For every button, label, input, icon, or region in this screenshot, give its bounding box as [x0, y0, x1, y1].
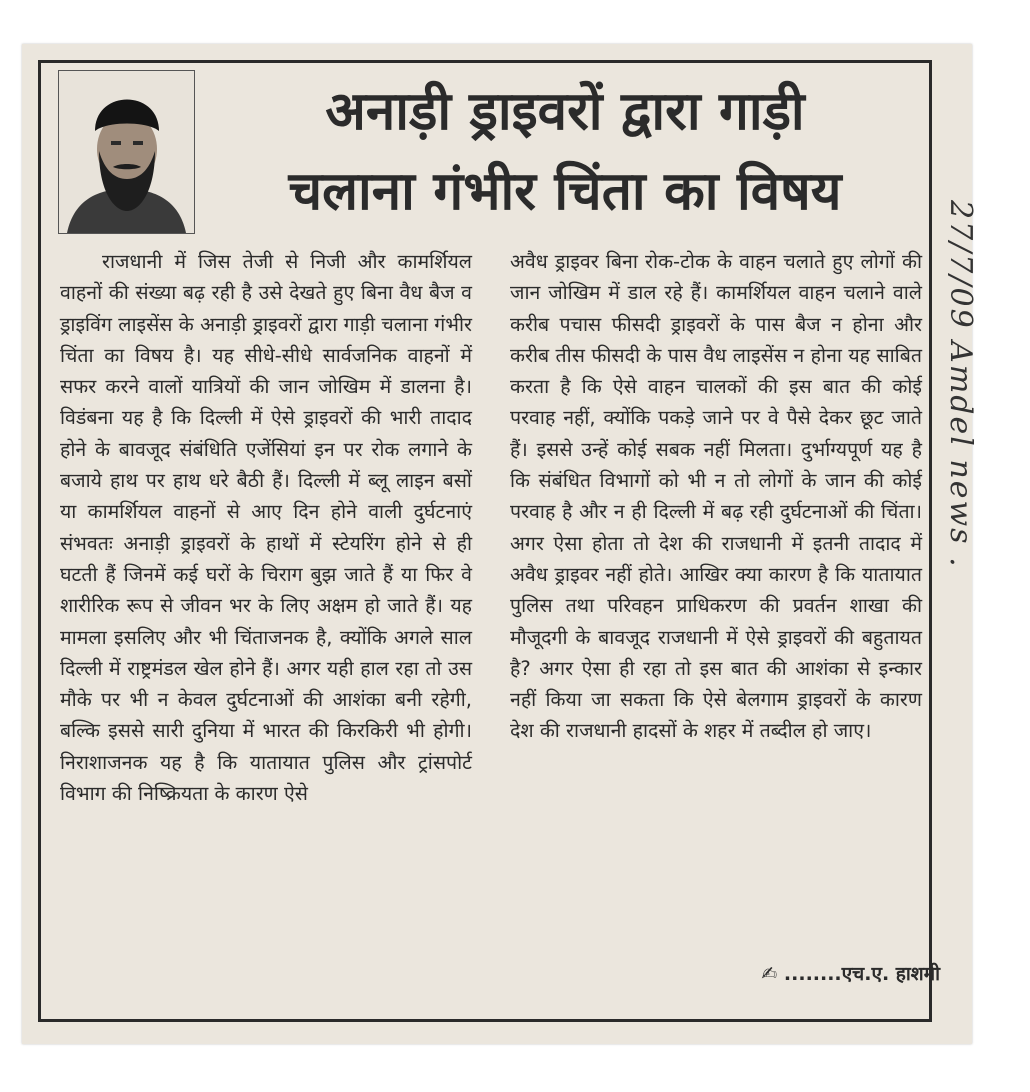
article-column-right: अवैध ड्राइवर बिना रोक-टोक के वाहन चलाते हुए लोगों की जान जोखिम में डाल रहे हैं। कामर्शियल वाहन चलाने वाले करीब पचास फीसदी ड्राइवरों के पास बैज न होना और करीब तीस फीसदी के पास वैध लाइसेंस न होना यह साबित करता है कि ऐसे वाहन चालकों की इस बात की कोई परवाह नहीं, क्योंकि पकड़े जाने पर वे पैसे देकर छूट जाते हैं। इससे उन्हें कोई सबक नहीं मिलता। दुर्भाग्यपूर्ण यह है कि संबंधित विभागों को भी न तो लोगों के जान की कोई परवाह है और न ही दिल्ली में बढ़ रही दुर्घटनाओं की चिंता। अगर ऐसा होता तो देश की राजधानी में इतनी तादाद में अवैध ड्राइवर नहीं होते। आखिर क्या कारण है कि यातायात पुलिस तथा परिवहन प्राधिकरण की प्रवर्तन शाखा की मौजूदगी के बावजूद राजधानी में ऐसे ड्राइवरों की बहुतायत है? अगर ऐसा ही रहा तो इस बात की आशंका से इन्कार नहीं किया जा सकता कि ऐसे बेलगाम ड्राइवरों के कारण देश की राजधानी हादसों के शहर में तब्दील हो जाए।	[510, 250, 922, 743]
headline	[200, 72, 930, 232]
handwritten-date-note: 27/7/09 Amdel news .	[943, 200, 978, 569]
headline-line-2: चलाना गंभीर चिंता का विषय	[288, 161, 842, 222]
headline-line-1: अनाड़ी ड्राइवरों द्वारा गाड़ी	[325, 81, 805, 142]
author-byline: ✍ ........एच.ए. हाशमी	[761, 963, 940, 985]
author-photo	[58, 70, 195, 234]
article-column-left: राजधानी में जिस तेजी से निजी और कामर्शियल वाहनों की संख्या बढ़ रही है उसे देखते हुए बिना वैध बैज व ड्राइविंग लाइसेंस के अनाड़ी ड्राइवरों द्वारा गाड़ी चलाना गंभीर चिंता का विषय है। यह सीधे-सीधे सार्वजनिक वाहनों में सफर करने वालों यात्रियों की जान जोखिम में डालना है। विडंबना यह है कि दिल्ली में ऐसे ड्राइवरों की भारी तादाद होने के बावजूद संबंधिति एजेंसियां इन पर रोक लगाने के बजाये हाथ पर हाथ धरे बैठी हैं। दिल्ली में ब्लू लाइन बसों या कामर्शियल वाहनों से आए दिन होने वाली दुर्घटनाएं संभवतः अनाड़ी ड्राइवरों के हाथों में स्टेयरिंग होने से ही घटती हैं जिनमें कई घरों के चिराग बुझ जाते हैं या फिर वे शारीरिक रूप से जीवन भर के लिए अक्षम हो जाते हैं। यह मामला इसलिए और भी चिंताजनक है, क्योंकि अगले साल दिल्ली में राष्ट्रमंडल खेल होने हैं। अगर यही हाल रहा तो उस मौके पर भी न केवल दुर्घटनाओं की आशंका बनी रहेगी, बल्कि इससे सारी दुनिया में भारत की किरकिरी भी होगी। निराशाजनक यह है कि यातायात पुलिस और ट्रांसपोर्ट विभाग की निष्क्रियता के कारण ऐसे	[60, 250, 472, 806]
